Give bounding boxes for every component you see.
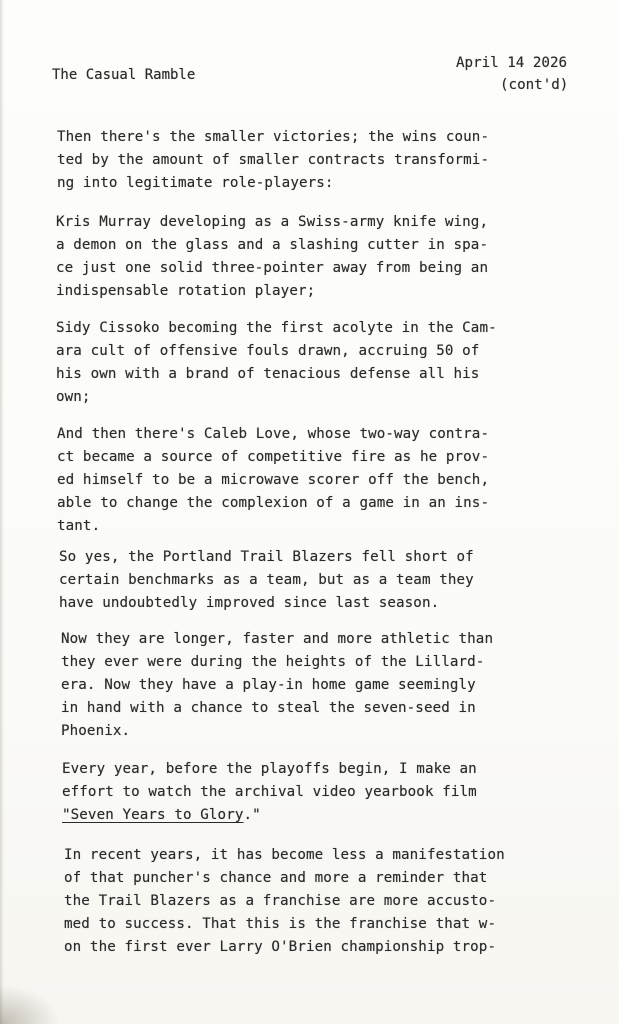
paragraph-6-line-1: Now they are longer, faster and more athletic than: [61, 631, 494, 647]
paragraph-1-line-1: Then there's the smaller victories; the wins coun-: [57, 129, 490, 145]
paragraph-5-line-3: have undoubtedly improved since last season.: [59, 595, 440, 611]
paragraph-5-line-2: certain benchmarks as a team, but as a team they: [59, 572, 474, 588]
paragraph-8-line-2: of that puncher's chance and more a reminder that: [64, 870, 488, 886]
paragraph-7-line-2: effort to watch the archival video yearbook film: [62, 784, 477, 800]
paragraph-1-line-3: ng into legitimate role-players:: [57, 175, 334, 191]
paragraph-3-line-1: Sidy Cissoko becoming the first acolyte in the Cam-: [56, 320, 497, 336]
paragraph-8-line-3: the Trail Blazers as a franchise are more accusto-: [64, 893, 497, 909]
paragraph-4-line-5: tant.: [57, 518, 101, 534]
paper-corner-smudge: [0, 984, 60, 1024]
paragraph-5-line-1: So yes, the Portland Trail Blazers fell short of: [59, 549, 474, 565]
paragraph-3-line-4: own;: [56, 389, 91, 405]
paragraph-3-line-2: ara cult of offensive fouls drawn, accruing 50 of: [56, 343, 480, 359]
paragraph-4-line-2: ct became a source of competitive fire as he prov-: [57, 449, 490, 465]
paragraph-2-line-4: indispensable rotation player;: [56, 283, 316, 299]
paragraph-6-line-4: in hand with a chance to steal the seven-seed in: [61, 700, 476, 716]
paragraph-4-line-1: And then there's Caleb Love, whose two-way contra-: [57, 426, 490, 442]
paragraph-6-line-3: era. Now they have a play-in home game seemingly: [61, 677, 476, 693]
paper-edge-shadow: [0, 0, 4, 1024]
film-title-closing: .": [243, 807, 261, 823]
film-title: "Seven Years to Glory: [62, 807, 244, 823]
paragraph-2-line-3: ce just one solid three-pointer away from being an: [56, 260, 489, 276]
paragraph-6-line-2: they ever were during the heights of the Lillard-: [61, 654, 485, 670]
paragraph-4-line-3: ed himself to be a microwave scorer off the bench,: [57, 472, 490, 488]
paragraph-7-line-3: [62, 803, 261, 827]
paragraph-4-line-4: able to change the complexion of a game in an ins-: [57, 495, 490, 511]
column-title: The Casual Ramble: [52, 67, 196, 83]
paragraph-2-line-2: a demon on the glass and a slashing cutter in spa-: [56, 237, 489, 253]
paragraph-8-line-1: In recent years, it has become less a manifestation: [64, 847, 505, 863]
paragraph-2-line-1: Kris Murray developing as a Swiss-army knife wing,: [56, 214, 489, 230]
continued-marker: (cont'd): [500, 77, 569, 93]
paragraph-7-line-1: Every year, before the playoffs begin, I make an: [62, 761, 477, 777]
paragraph-8-line-4: med to success. That this is the franchise that w-: [64, 916, 497, 932]
paragraph-8-line-5: on the first ever Larry O'Brien championship trop-: [64, 939, 497, 955]
paragraph-6-line-5: Phoenix.: [61, 723, 131, 739]
paragraph-3-line-3: his own with a brand of tenacious defense all his: [56, 366, 480, 382]
paragraph-1-line-2: ted by the amount of smaller contracts transformi-: [57, 152, 490, 168]
date-line: April 14 2026: [456, 55, 568, 71]
